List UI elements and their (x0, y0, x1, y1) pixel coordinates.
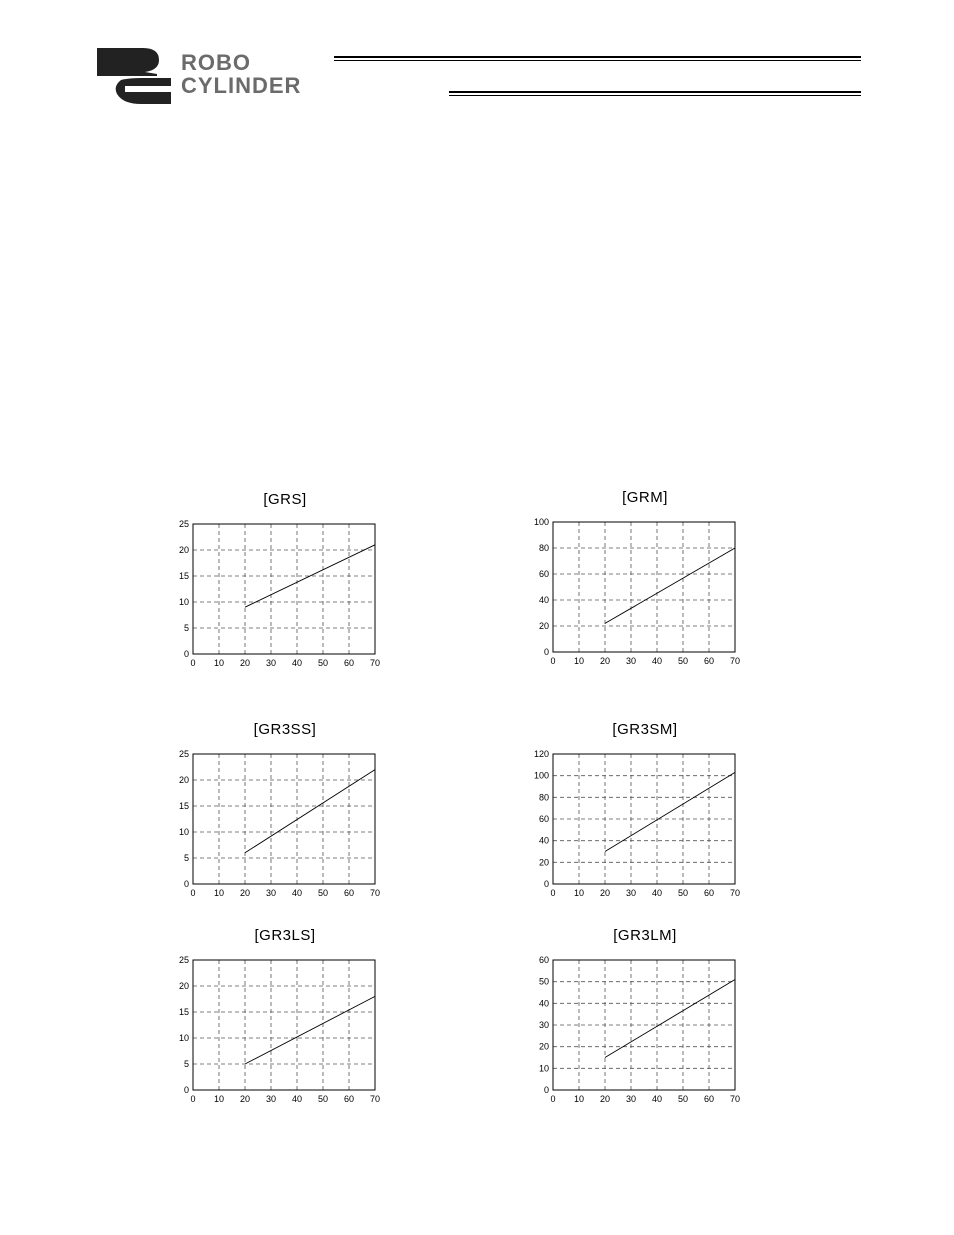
y-tick-label: 10 (178, 597, 189, 607)
y-tick-label: 20 (538, 857, 549, 868)
y-tick-label: 5 (183, 1059, 189, 1069)
chart-grm (525, 485, 765, 685)
chart-plot (165, 487, 405, 677)
y-tick-label: 10 (178, 1033, 189, 1043)
x-tick-label: 0 (190, 1094, 196, 1104)
chart-gr3ss (165, 717, 405, 917)
x-tick-label: 60 (343, 658, 355, 668)
y-tick-label: 25 (178, 519, 189, 529)
x-tick-label: 40 (291, 888, 303, 898)
y-tick-label: 20 (538, 1041, 549, 1052)
x-tick-label: 0 (550, 1094, 556, 1104)
y-tick-label: 0 (543, 647, 549, 657)
y-tick-label: 60 (538, 814, 549, 824)
series-line (245, 770, 375, 853)
x-tick-label: 40 (651, 656, 663, 666)
y-tick-label: 15 (178, 571, 189, 581)
plot-frame (193, 524, 375, 654)
x-tick-label: 20 (239, 658, 251, 668)
chart-title: [GRM] (622, 489, 668, 506)
x-tick-label: 0 (550, 888, 556, 898)
x-tick-label: 40 (651, 888, 663, 898)
y-tick-label: 20 (178, 545, 189, 555)
chart-gr3ls (165, 923, 405, 1123)
y-tick-label: 100 (533, 770, 549, 781)
chart-plot (525, 485, 765, 675)
x-tick-label: 30 (265, 1094, 277, 1104)
y-tick-label: 40 (538, 835, 549, 846)
header-rule (334, 56, 861, 58)
y-tick-label: 0 (543, 879, 549, 889)
y-tick-label: 80 (538, 543, 549, 553)
x-tick-label: 30 (625, 656, 637, 666)
x-tick-label: 30 (625, 1094, 637, 1104)
rc-logo-icon (95, 46, 175, 104)
y-tick-label: 10 (538, 1063, 549, 1074)
x-tick-label: 40 (651, 1094, 663, 1104)
chart-gr3lm (525, 923, 765, 1123)
x-tick-label: 0 (190, 888, 196, 898)
y-tick-label: 30 (538, 1020, 549, 1030)
x-tick-label: 70 (369, 658, 381, 668)
y-tick-label: 15 (178, 801, 189, 811)
series-line (605, 548, 735, 623)
series-line (605, 772, 735, 851)
x-tick-label: 20 (599, 656, 611, 666)
x-tick-label: 50 (317, 1094, 329, 1104)
x-tick-label: 10 (213, 888, 225, 898)
x-tick-label: 10 (213, 658, 225, 668)
y-tick-label: 5 (183, 623, 189, 633)
x-tick-label: 50 (677, 888, 689, 898)
brand-name-line1: ROBO (181, 50, 251, 75)
x-tick-label: 20 (599, 888, 611, 898)
header-rule (334, 60, 861, 61)
x-tick-label: 70 (369, 1094, 381, 1104)
y-tick-label: 5 (183, 853, 189, 863)
chart-title: [GRS] (263, 491, 307, 508)
x-tick-label: 50 (677, 1094, 689, 1104)
x-tick-label: 60 (703, 888, 715, 898)
series-line (605, 980, 735, 1058)
x-tick-label: 60 (343, 888, 355, 898)
y-tick-label: 20 (178, 981, 189, 991)
chart-gr3sm (525, 717, 765, 917)
chart-title: [GR3SM] (612, 721, 678, 738)
x-tick-label: 0 (550, 656, 556, 666)
brand-name-line2: CYLINDER (181, 73, 302, 98)
page-header (0, 0, 954, 110)
chart-title: [GR3LS] (254, 927, 316, 944)
x-tick-label: 10 (573, 888, 585, 898)
y-tick-label: 0 (183, 649, 189, 659)
y-tick-label: 50 (538, 976, 549, 987)
x-tick-label: 30 (265, 658, 277, 668)
chart-title: [GR3LM] (613, 927, 677, 944)
x-tick-label: 30 (625, 888, 637, 898)
x-tick-label: 60 (703, 1094, 715, 1104)
y-tick-label: 10 (178, 827, 189, 837)
y-tick-label: 20 (178, 775, 189, 785)
chart-plot (165, 717, 405, 907)
x-tick-label: 10 (573, 656, 585, 666)
x-tick-label: 20 (239, 1094, 251, 1104)
y-tick-label: 25 (178, 749, 189, 759)
y-tick-label: 60 (538, 569, 549, 579)
y-tick-label: 120 (533, 749, 549, 759)
y-tick-label: 20 (538, 621, 549, 631)
y-tick-label: 15 (178, 1007, 189, 1017)
x-tick-label: 60 (703, 656, 715, 666)
plot-frame (193, 960, 375, 1090)
chart-title: [GR3SS] (253, 721, 317, 738)
y-tick-label: 0 (183, 1085, 189, 1095)
x-tick-label: 50 (317, 658, 329, 668)
y-tick-label: 60 (538, 955, 549, 965)
x-tick-label: 20 (599, 1094, 611, 1104)
x-tick-label: 70 (729, 1094, 741, 1104)
x-tick-label: 10 (213, 1094, 225, 1104)
x-tick-label: 50 (677, 656, 689, 666)
x-tick-label: 20 (239, 888, 251, 898)
y-tick-label: 0 (183, 879, 189, 889)
x-tick-label: 40 (291, 658, 303, 668)
plot-frame (553, 522, 735, 652)
x-tick-label: 10 (573, 1094, 585, 1104)
chart-plot (165, 923, 405, 1113)
y-tick-label: 80 (538, 792, 549, 803)
x-tick-label: 60 (343, 1094, 355, 1104)
x-tick-label: 70 (729, 656, 741, 666)
chart-grs (165, 487, 405, 687)
x-tick-label: 70 (369, 888, 381, 898)
x-tick-label: 40 (291, 1094, 303, 1104)
y-tick-label: 40 (538, 595, 549, 605)
chart-plot (525, 923, 765, 1113)
x-tick-label: 30 (265, 888, 277, 898)
y-tick-label: 25 (178, 955, 189, 965)
chart-plot (525, 717, 765, 907)
y-tick-label: 40 (538, 998, 549, 1009)
y-tick-label: 100 (533, 517, 549, 527)
header-rule (449, 91, 861, 93)
x-tick-label: 50 (317, 888, 329, 898)
y-tick-label: 0 (543, 1085, 549, 1095)
header-rule (449, 95, 861, 96)
x-tick-label: 0 (190, 658, 196, 668)
plot-frame (193, 754, 375, 884)
series-line (245, 996, 375, 1064)
x-tick-label: 70 (729, 888, 741, 898)
